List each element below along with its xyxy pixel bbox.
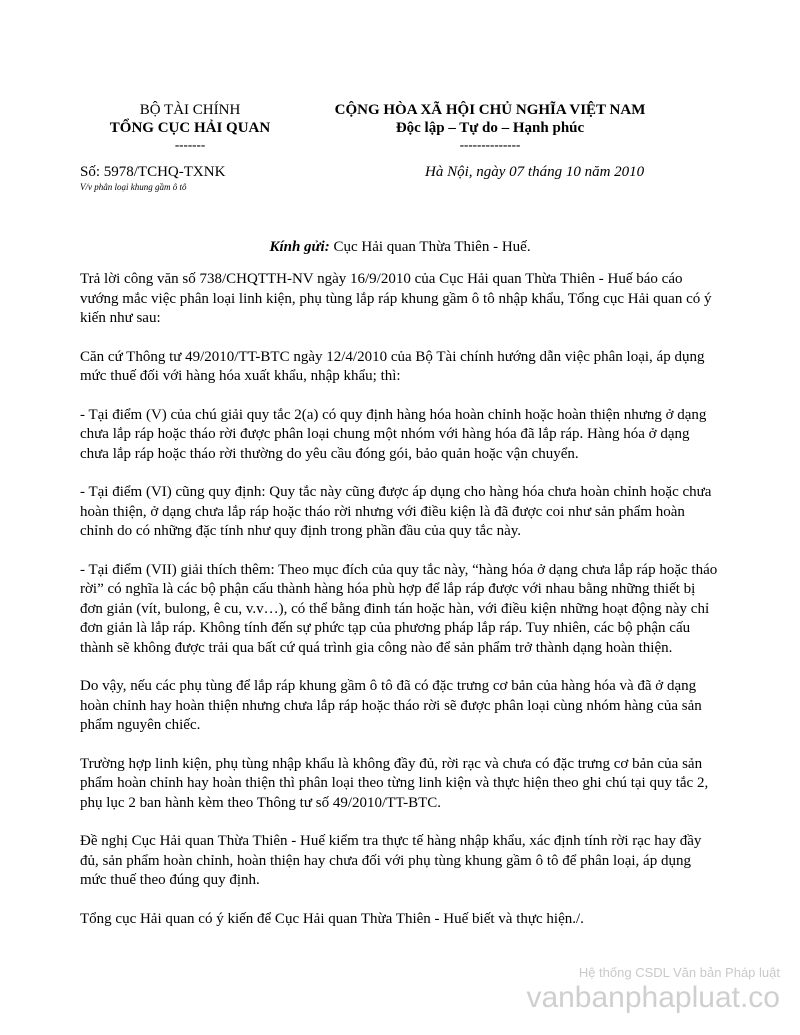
document-subject: V/v phân loại khung gầm ô tô [80, 182, 187, 192]
body-paragraph: Tổng cục Hải quan có ý kiến để Cục Hải quan Thừa Thiên - Huế biết và thực hiện./. [80, 910, 584, 927]
body-paragraph: Đề nghị Cục Hải quan Thừa Thiên - Huế kiểm tra thực tế hàng nhập khẩu, xác định tính rời rạc hay đầy đủ, sản phẩm hoàn chỉnh, hoàn thiện hay chưa đối với phụ tùng khung gầm ô tô để phân loại, áp dụng mức thuế theo đúng quy định. [80, 833, 702, 888]
national-header [300, 101, 680, 153]
document-body [80, 270, 720, 948]
recipient-name: Cục Hải quan Thừa Thiên - Huế. [329, 239, 531, 255]
watermark-domain: vanbanphapluat.co [526, 981, 780, 1014]
country-name: CỘNG HÒA XÃ HỘI CHỦ NGHĨA VIỆT NAM [334, 102, 646, 118]
issuer-block [95, 101, 285, 153]
recipient-line [0, 238, 800, 256]
motto-divider: -------------- [459, 137, 521, 152]
body-paragraph: - Tại điểm (VI) cũng quy định: Quy tắc này cũng được áp dụng cho hàng hóa chưa hoàn chỉnh hoặc chưa hoàn thiện, ở dạng chưa lắp ráp hoặc tháo rời nhưng với điều kiện là đã được coi như sản phẩm hoàn chỉnh do có những đặc tính như quy định trong phần đầu của quy tắc này. [80, 484, 712, 539]
site-watermark [526, 965, 780, 1015]
body-paragraph: Do vậy, nếu các phụ tùng để lắp ráp khung gầm ô tô đã có đặc trưng cơ bản của hàng hóa và đã ở dạng hoàn chỉnh hay hoàn thiện nhưng chưa lắp ráp hoặc tháo rời sẽ được phân loại cùng nhóm hàng của sản phẩm nguyên chiếc. [80, 678, 702, 733]
document-number: Số: 5978/TCHQ-TXNK [80, 164, 226, 180]
recipient-label: Kính gửi: [269, 239, 330, 255]
body-paragraph: Trường hợp linh kiện, phụ tùng nhập khẩu là không đầy đủ, rời rạc và chưa có đặc trưng cơ bản của sản phẩm hoàn chỉnh hay hoàn thiện thì phân loại theo từng linh kiện và thực hiện theo ghi chú tại quy tắc 2, phụ lục 2 ban hành kèm theo Thông tư số 49/2010/TT-BTC. [80, 755, 709, 811]
ministry-name: BỘ TÀI CHÍNH [139, 102, 241, 118]
body-paragraph: Trả lời công văn số 738/CHQTTH-NV ngày 16/9/2010 của Cục Hải quan Thừa Thiên - Huế báo cáo vướng mắc việc phân loại linh kiện, phụ tùng lắp ráp khung gầm ô tô nhập khẩu, Tổng cục Hải quan có ý kiến như sau: [80, 271, 712, 326]
body-paragraph: - Tại điểm (V) của chú giải quy tắc 2(a) có quy định hàng hóa hoàn chỉnh hoặc hoàn thiện nhưng ở dạng chưa lắp ráp hoặc tháo rời được phân loại chung một nhóm với hàng hóa đã lắp ráp. Hàng hóa ở dạng chưa lắp ráp hoặc tháo rời thường do yêu cầu đóng gói, bảo quản hoặc vận chuyển. [80, 406, 707, 462]
issuer-divider: ------- [174, 137, 206, 152]
body-paragraph: Căn cứ Thông tư 49/2010/TT-BTC ngày 12/4/2010 của Bộ Tài chính hướng dẫn việc phân loại, áp dụng mức thuế đối với hàng hóa xuất khẩu, nhập khẩu; thì: [80, 348, 705, 384]
body-paragraph: - Tại điểm (VII) giải thích thêm: Theo mục đích của quy tắc này, “hàng hóa ở dạng chưa lắp ráp hoặc tháo rời” có nghĩa là các bộ phận cấu thành hàng hóa phù hợp để lắp ráp được với nhau bằng những thiết bị đơn giản (vít, bulong, ê cu, v.v…), có thể bằng đinh tán hoặc hàn, với điều kiện những hoạt động này chỉ đơn giản là lắp ráp. Không tính đến sự phức tạp của phương pháp lắp ráp. Tuy nhiên, các bộ phận cấu thành sẽ không được trải qua bất cứ quá trình gia công nào để sản phẩm trở thành dạng hoàn thiện. [80, 561, 718, 656]
watermark-caption: Hệ thống CSDL Văn bản Pháp luật [578, 965, 780, 980]
place-and-date: Hà Nội, ngày 07 tháng 10 năm 2010 [425, 164, 645, 180]
agency-name: TỔNG CỤC HẢI QUAN [109, 120, 271, 136]
national-motto: Độc lập – Tự do – Hạnh phúc [395, 120, 585, 136]
